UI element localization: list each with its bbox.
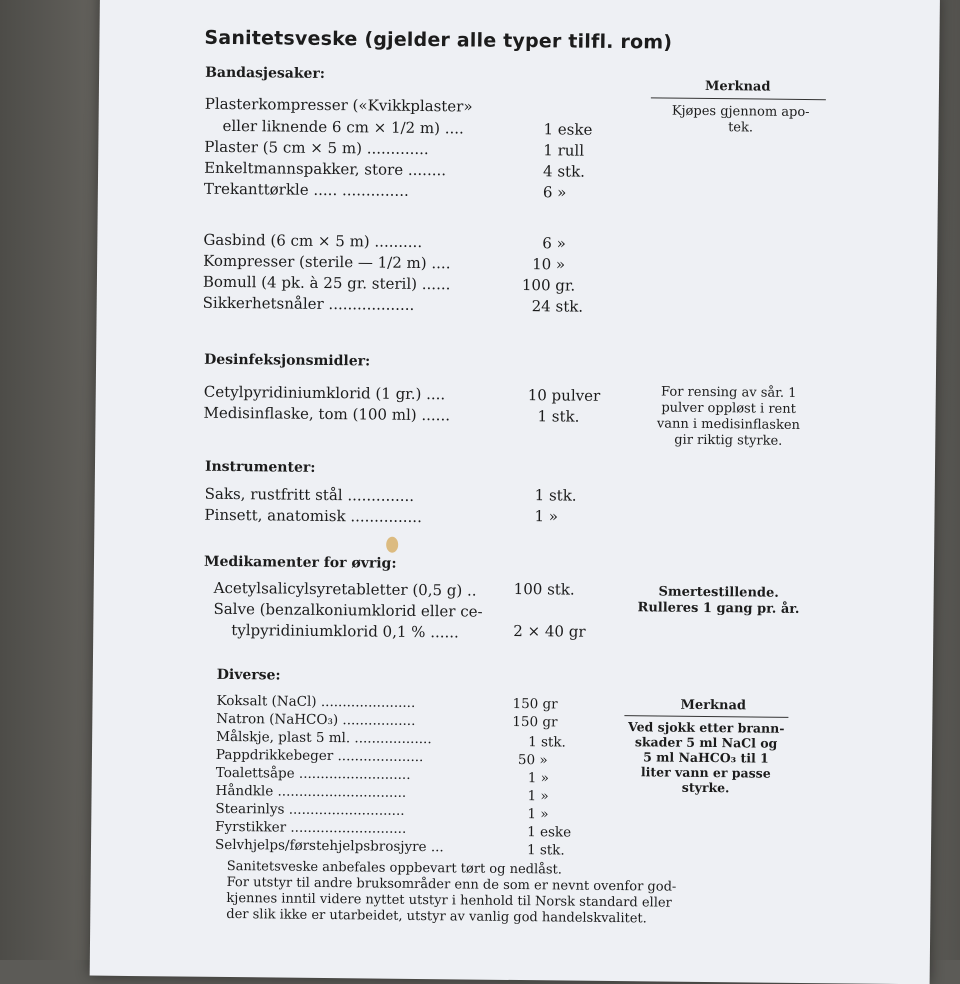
- list-item: Gasbind (6 cm × 5 m) ..........: [203, 230, 423, 251]
- note-divider: [624, 715, 788, 718]
- list-item: tylpyridiniumklorid 0,1 % ......: [231, 621, 459, 642]
- note-line: tek.: [728, 120, 754, 136]
- section-heading-desinfeksjon: Desinfeksjonsmidler:: [204, 351, 371, 370]
- section-heading-diverse: Diverse:: [216, 666, 281, 684]
- footer-line: kjennes inntil videre nyttet utstyr i henhold til Norsk standard eller: [226, 890, 672, 911]
- list-qty: 1 eske: [527, 824, 572, 841]
- list-qty: 1 stk.: [537, 407, 580, 426]
- list-qty: 1 »: [527, 770, 549, 787]
- note-line: Rulleres 1 gang pr. år.: [637, 600, 800, 617]
- footer-line: For utstyr til andre bruksområder enn de som er nevnt ovenfor god-: [226, 874, 677, 895]
- list-item: Toalettsåpe ..........................: [215, 764, 411, 783]
- list-qty: 4 stk.: [543, 162, 586, 181]
- list-qty: 1 stk.: [534, 486, 577, 505]
- list-qty: 1 »: [527, 806, 549, 823]
- note-line: skader 5 ml NaCl og: [634, 734, 778, 751]
- note-heading-diverse: Merknad: [680, 697, 747, 714]
- list-qty: 150 gr: [512, 713, 558, 731]
- note-line: styrke.: [681, 779, 730, 796]
- list-qty: 50 »: [517, 752, 548, 769]
- list-qty: 6 »: [542, 183, 567, 202]
- list-item: Saks, rustfritt stål ..............: [204, 484, 415, 505]
- footer-line: Sanitetsveske anbefales oppbevart tørt og nedlåst.: [226, 858, 563, 878]
- note-line: gir riktig styrke.: [674, 432, 783, 449]
- list-item: Bomull (4 pk. à 25 gr. steril) ......: [202, 272, 451, 294]
- list-qty: 1 stk.: [526, 842, 565, 859]
- list-qty: 100 stk.: [513, 579, 575, 599]
- list-item: Plasterkompresser («Kvikkplaster»: [204, 94, 473, 116]
- note-desinfeksjon: [635, 384, 822, 450]
- footer-line: der slik ikke er utarbeidet, utstyr av vanlig god handelskvalitet.: [226, 906, 647, 927]
- list-item: Koksalt (NaCl) ......................: [216, 692, 416, 711]
- list-qty: 1 »: [527, 788, 549, 805]
- section-heading-instrumenter: Instrumenter:: [204, 458, 316, 476]
- note-bandasje: [654, 103, 826, 137]
- list-qty: 24 stk.: [531, 297, 584, 316]
- list-item: Trekanttørkle ..... ..............: [203, 179, 409, 200]
- note-divider: [651, 97, 826, 100]
- footer-text: [226, 859, 676, 928]
- list-item: Cetylpyridiniumklorid (1 gr.) ....: [203, 382, 446, 404]
- list-qty: 1 rull: [543, 141, 585, 160]
- note-diverse: [622, 719, 791, 796]
- list-item: Stearinlys ...........................: [215, 800, 405, 819]
- list-qty: 150 gr: [512, 695, 558, 713]
- list-item: Håndkle ..............................: [215, 782, 407, 801]
- note-line: vann i medisinflasken: [656, 416, 801, 433]
- list-item: Acetylsalicylsyretabletter (0,5 g) ..: [213, 578, 477, 600]
- list-qty: 2 × 40 gr: [513, 621, 586, 641]
- note-line: Ved sjokk etter brann-: [628, 719, 785, 736]
- document-page: [90, 0, 940, 984]
- list-qty: 10 »: [532, 255, 566, 274]
- list-item: Målskje, plast 5 ml. ..................: [216, 728, 432, 748]
- list-qty: 1 »: [534, 507, 559, 526]
- note-line: Smertestillende.: [658, 584, 779, 601]
- note-line: 5 ml NaHCO₃ til 1: [643, 749, 769, 766]
- note-medikamenter: [623, 584, 813, 618]
- list-qty: 10 pulver: [527, 386, 601, 405]
- note-line: liter vann er passe: [640, 764, 771, 781]
- list-item: Pappdrikkebeger ....................: [215, 746, 424, 766]
- list-item: Selvhjelps/førstehjelpsbrosjyre ...: [214, 836, 444, 856]
- list-qty: 6 »: [542, 234, 566, 253]
- list-item: Enkeltmannspakker, store ........: [204, 158, 447, 180]
- list-item: Salve (benzalkoniumklorid eller ce-: [213, 599, 483, 621]
- list-item: Kompresser (sterile — 1/2 m) ....: [203, 251, 451, 273]
- list-item: eller liknende 6 cm × 1/2 m) ....: [222, 116, 464, 138]
- note-heading-bandasje: Merknad: [704, 78, 771, 95]
- section-heading-medikamenter: Medikamenter for øvrig:: [203, 553, 397, 572]
- page-title: Sanitetsveske (gjelder alle typer tilfl. rom): [204, 26, 673, 54]
- note-line: Kjøpes gjennom apo-: [671, 103, 810, 121]
- list-item: Pinsett, anatomisk ...............: [204, 505, 422, 527]
- list-item: Sikkerhetsnåler ..................: [202, 293, 415, 314]
- list-qty: 1 eske: [543, 120, 593, 139]
- paper-stain: [386, 537, 398, 553]
- list-item: Natron (NaHCO₃) .................: [216, 710, 416, 729]
- list-qty: 1 stk.: [528, 734, 566, 751]
- list-item: Medisinflaske, tom (100 ml) ......: [203, 403, 451, 425]
- list-item: Fyrstikker ...........................: [215, 818, 407, 837]
- note-line: For rensing av sår. 1: [661, 384, 797, 401]
- list-item: Plaster (5 cm × 5 m) .............: [204, 137, 429, 159]
- list-qty: 100 gr.: [521, 276, 576, 295]
- note-line: pulver oppløst i rent: [661, 400, 796, 417]
- section-heading-bandasje: Bandasjesaker:: [205, 64, 326, 82]
